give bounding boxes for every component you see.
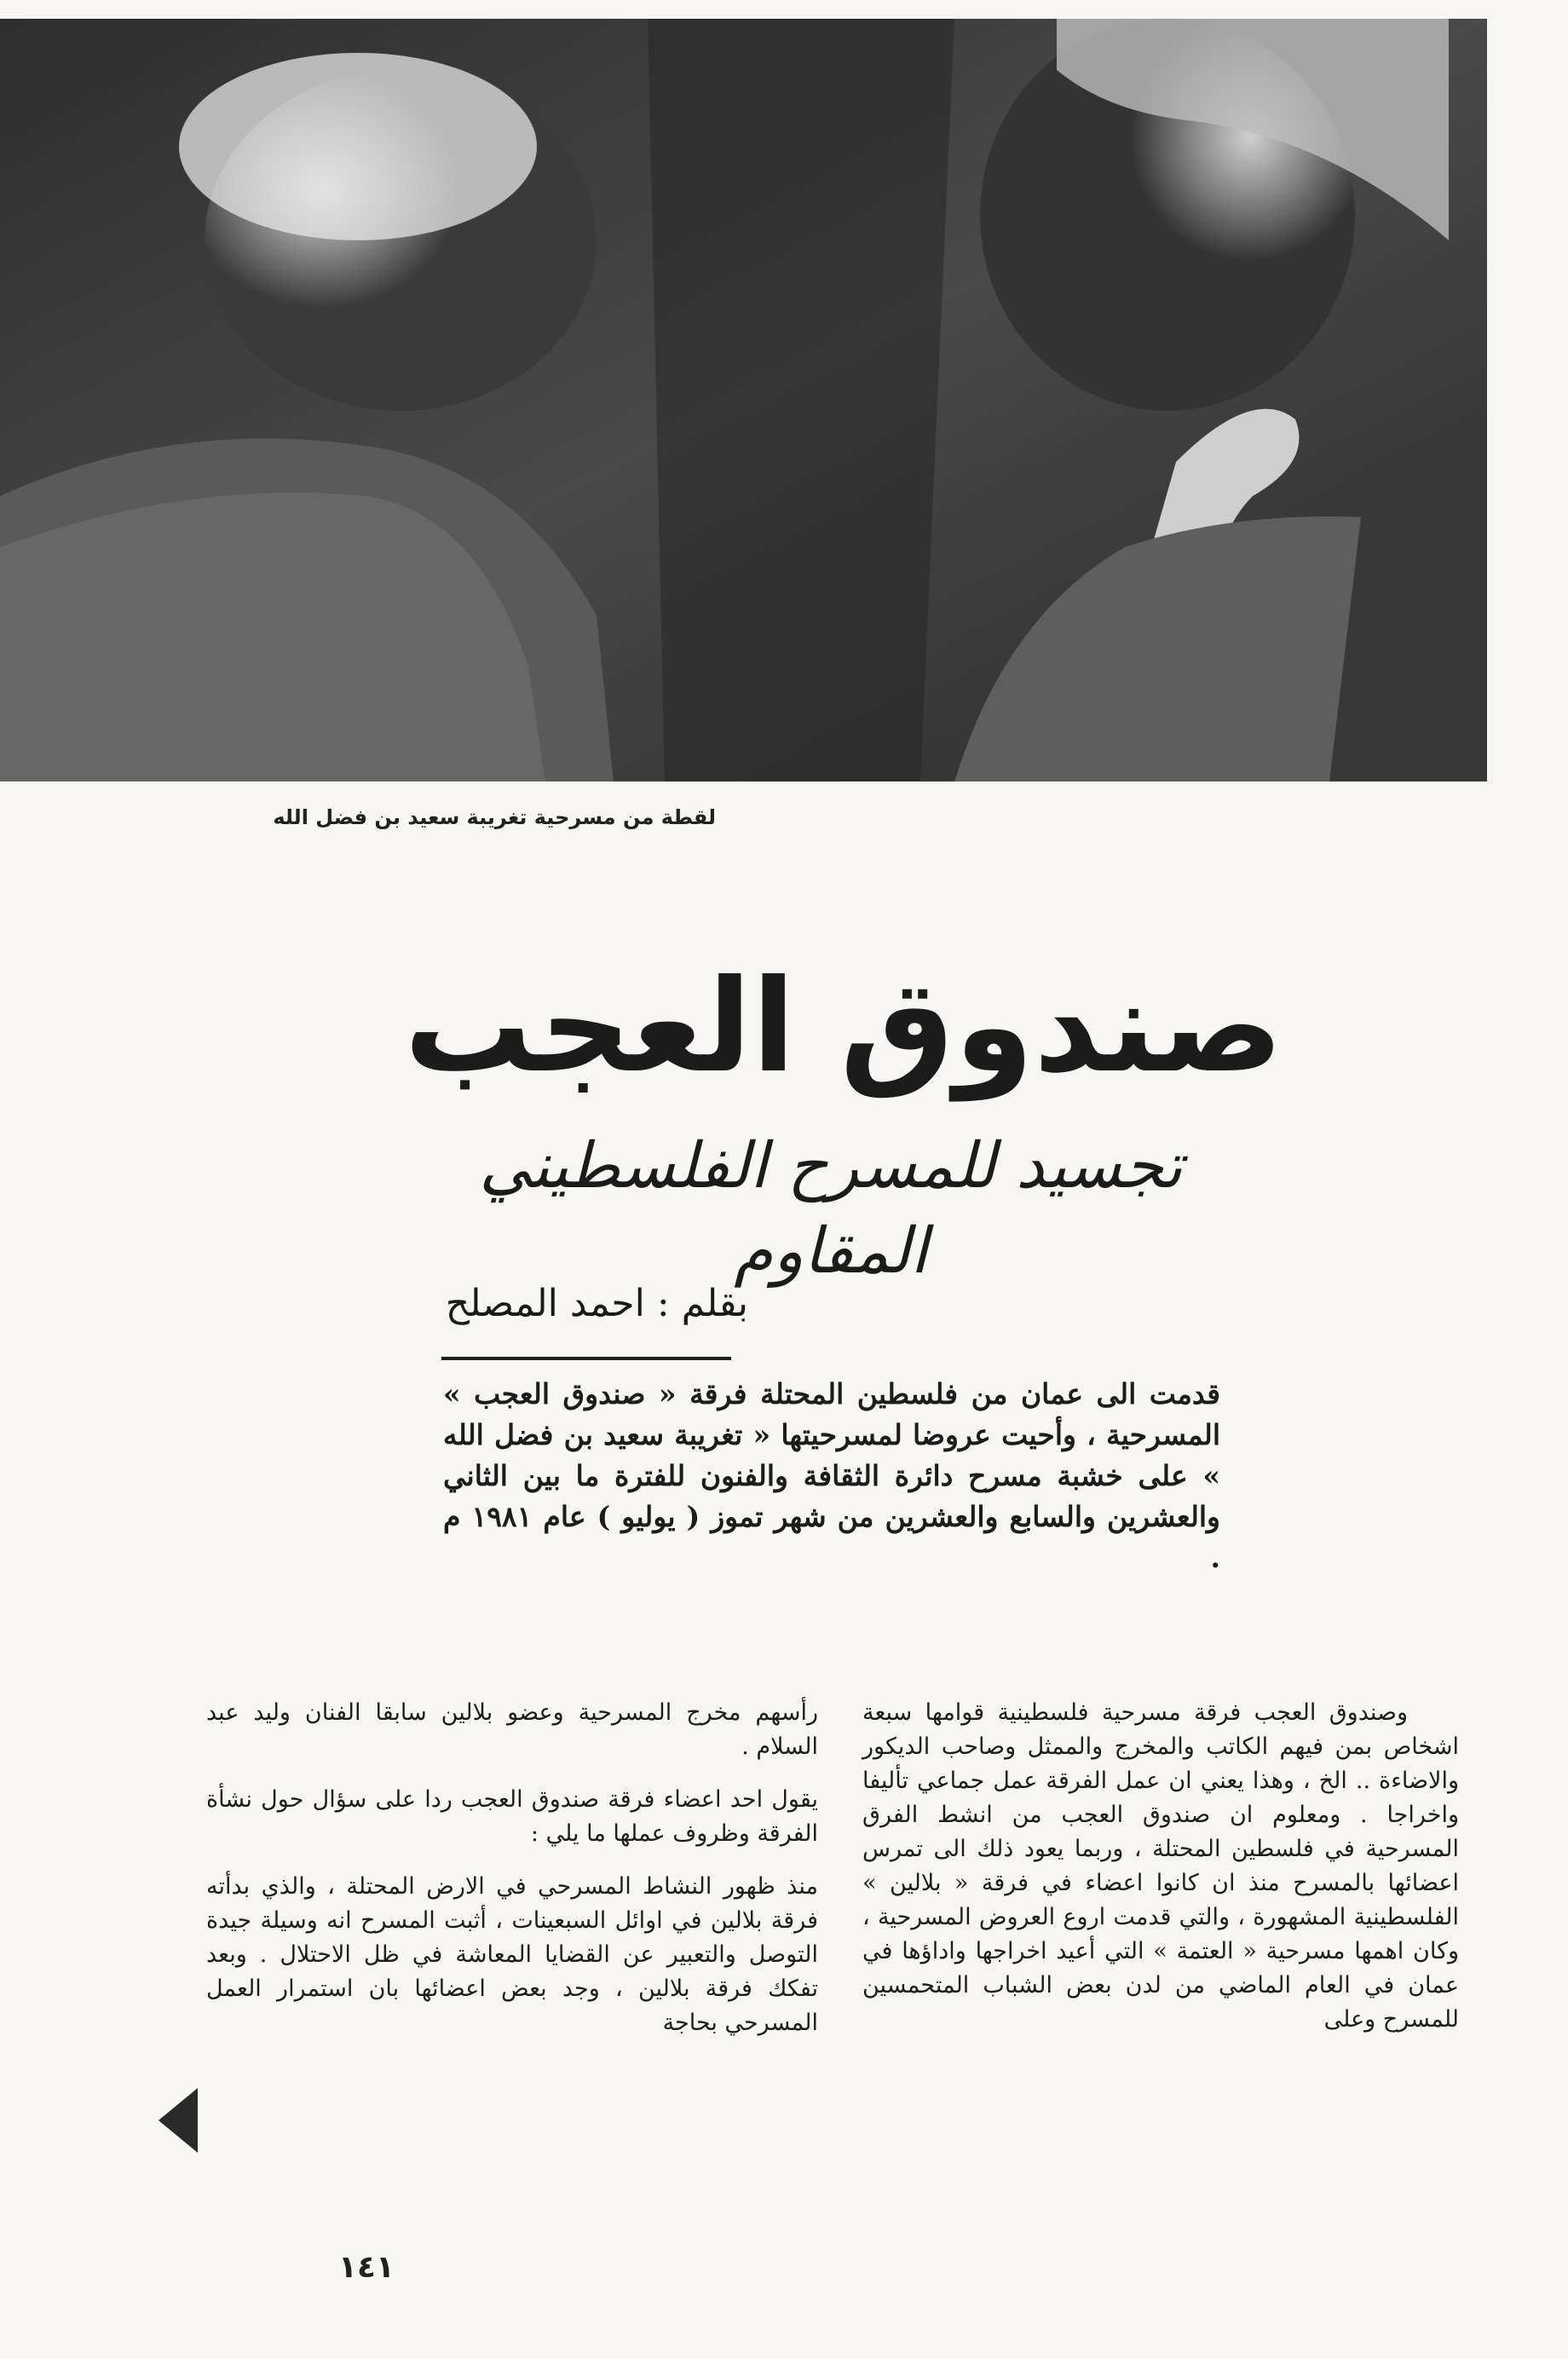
headline: صندوق العجب <box>404 953 1283 1101</box>
page-number: ١٤١ <box>338 2250 395 2285</box>
intro-paragraph: قدمت الى عمان من فلسطين المحتلة فرقة « صندوق العجب » المسرحية ، وأحيت عروضا لمسرحيتها « تغريبة سعيد بن فضل الله » على خشبة مسرح دائرة الثقافة والفنون للفترة ما بين الثاني والعشرين والسابع والعشرين من شهر تموز ( يوليو ) عام ١٩٨١ م . <box>443 1377 1220 1574</box>
body-column-left <box>206 1696 818 2059</box>
body-paragraph: منذ ظهور النشاط المسرحي في الارض المحتلة ، والذي بدأته فرقة بلالين في اوائل السبعينات ، أثبت المسرح انه وسيلة جيدة التوصل والتعبير عن القضايا المعاشة في ظل الاحتلال . وبعد تفكك فرقة بلالين ، وجد بعض اعضائها بان استمرار العمل المسرحي بحاجة <box>206 1873 818 2036</box>
subheadline: تجسيد للمسرح الفلسطيني المقاوم <box>479 1129 1183 1288</box>
body-column-right <box>862 1696 1459 2056</box>
photo-caption: لقطة من مسرحية تغريبة سعيد بن فضل الله <box>273 805 716 829</box>
byline-underline <box>441 1357 731 1360</box>
body-paragraph: رأسهم مخرج المسرحية وعضو بلالين سابقا الفنان وليد عبد السلام . <box>206 1699 818 1760</box>
article-photo <box>0 19 1487 782</box>
triangle-left-icon <box>159 2088 198 2153</box>
body-paragraph: يقول احد اعضاء فرقة صندوق العجب ردا على سؤال حول نشأة الفرقة وظروف عملها ما يلي : <box>206 1786 818 1847</box>
byline: بقلم : احمد المصلح <box>445 1282 748 1325</box>
body-paragraph: وصندوق العجب فرقة مسرحية فلسطينية قوامها سبعة اشخاص بمن فيهم الكاتب والمخرج والممثل وصاحب الديكور والاضاءة .. الخ ، وهذا يعني ان عمل الفرقة عمل جماعي تأليفا واخراجا . ومعلوم ان صندوق العجب من انشط الفرق المسرحية في فلسطين المحتلة ، وربما يعود ذلك الى تمرس اعضائها بالمسرح منذ ان كانوا اعضاء في فرقة « بلالين » الفلسطينية المشهورة ، والتي قدمت اروع العروض المسرحية ، وكان اهمها مسرحية « العتمة » التي أعيد اخراجها واداؤها في عمان في العام الماضي من لدن بعض الشباب المتحمسين للمسرح وعلى <box>862 1699 1459 2033</box>
theater-scene-photo-icon <box>0 19 1487 782</box>
